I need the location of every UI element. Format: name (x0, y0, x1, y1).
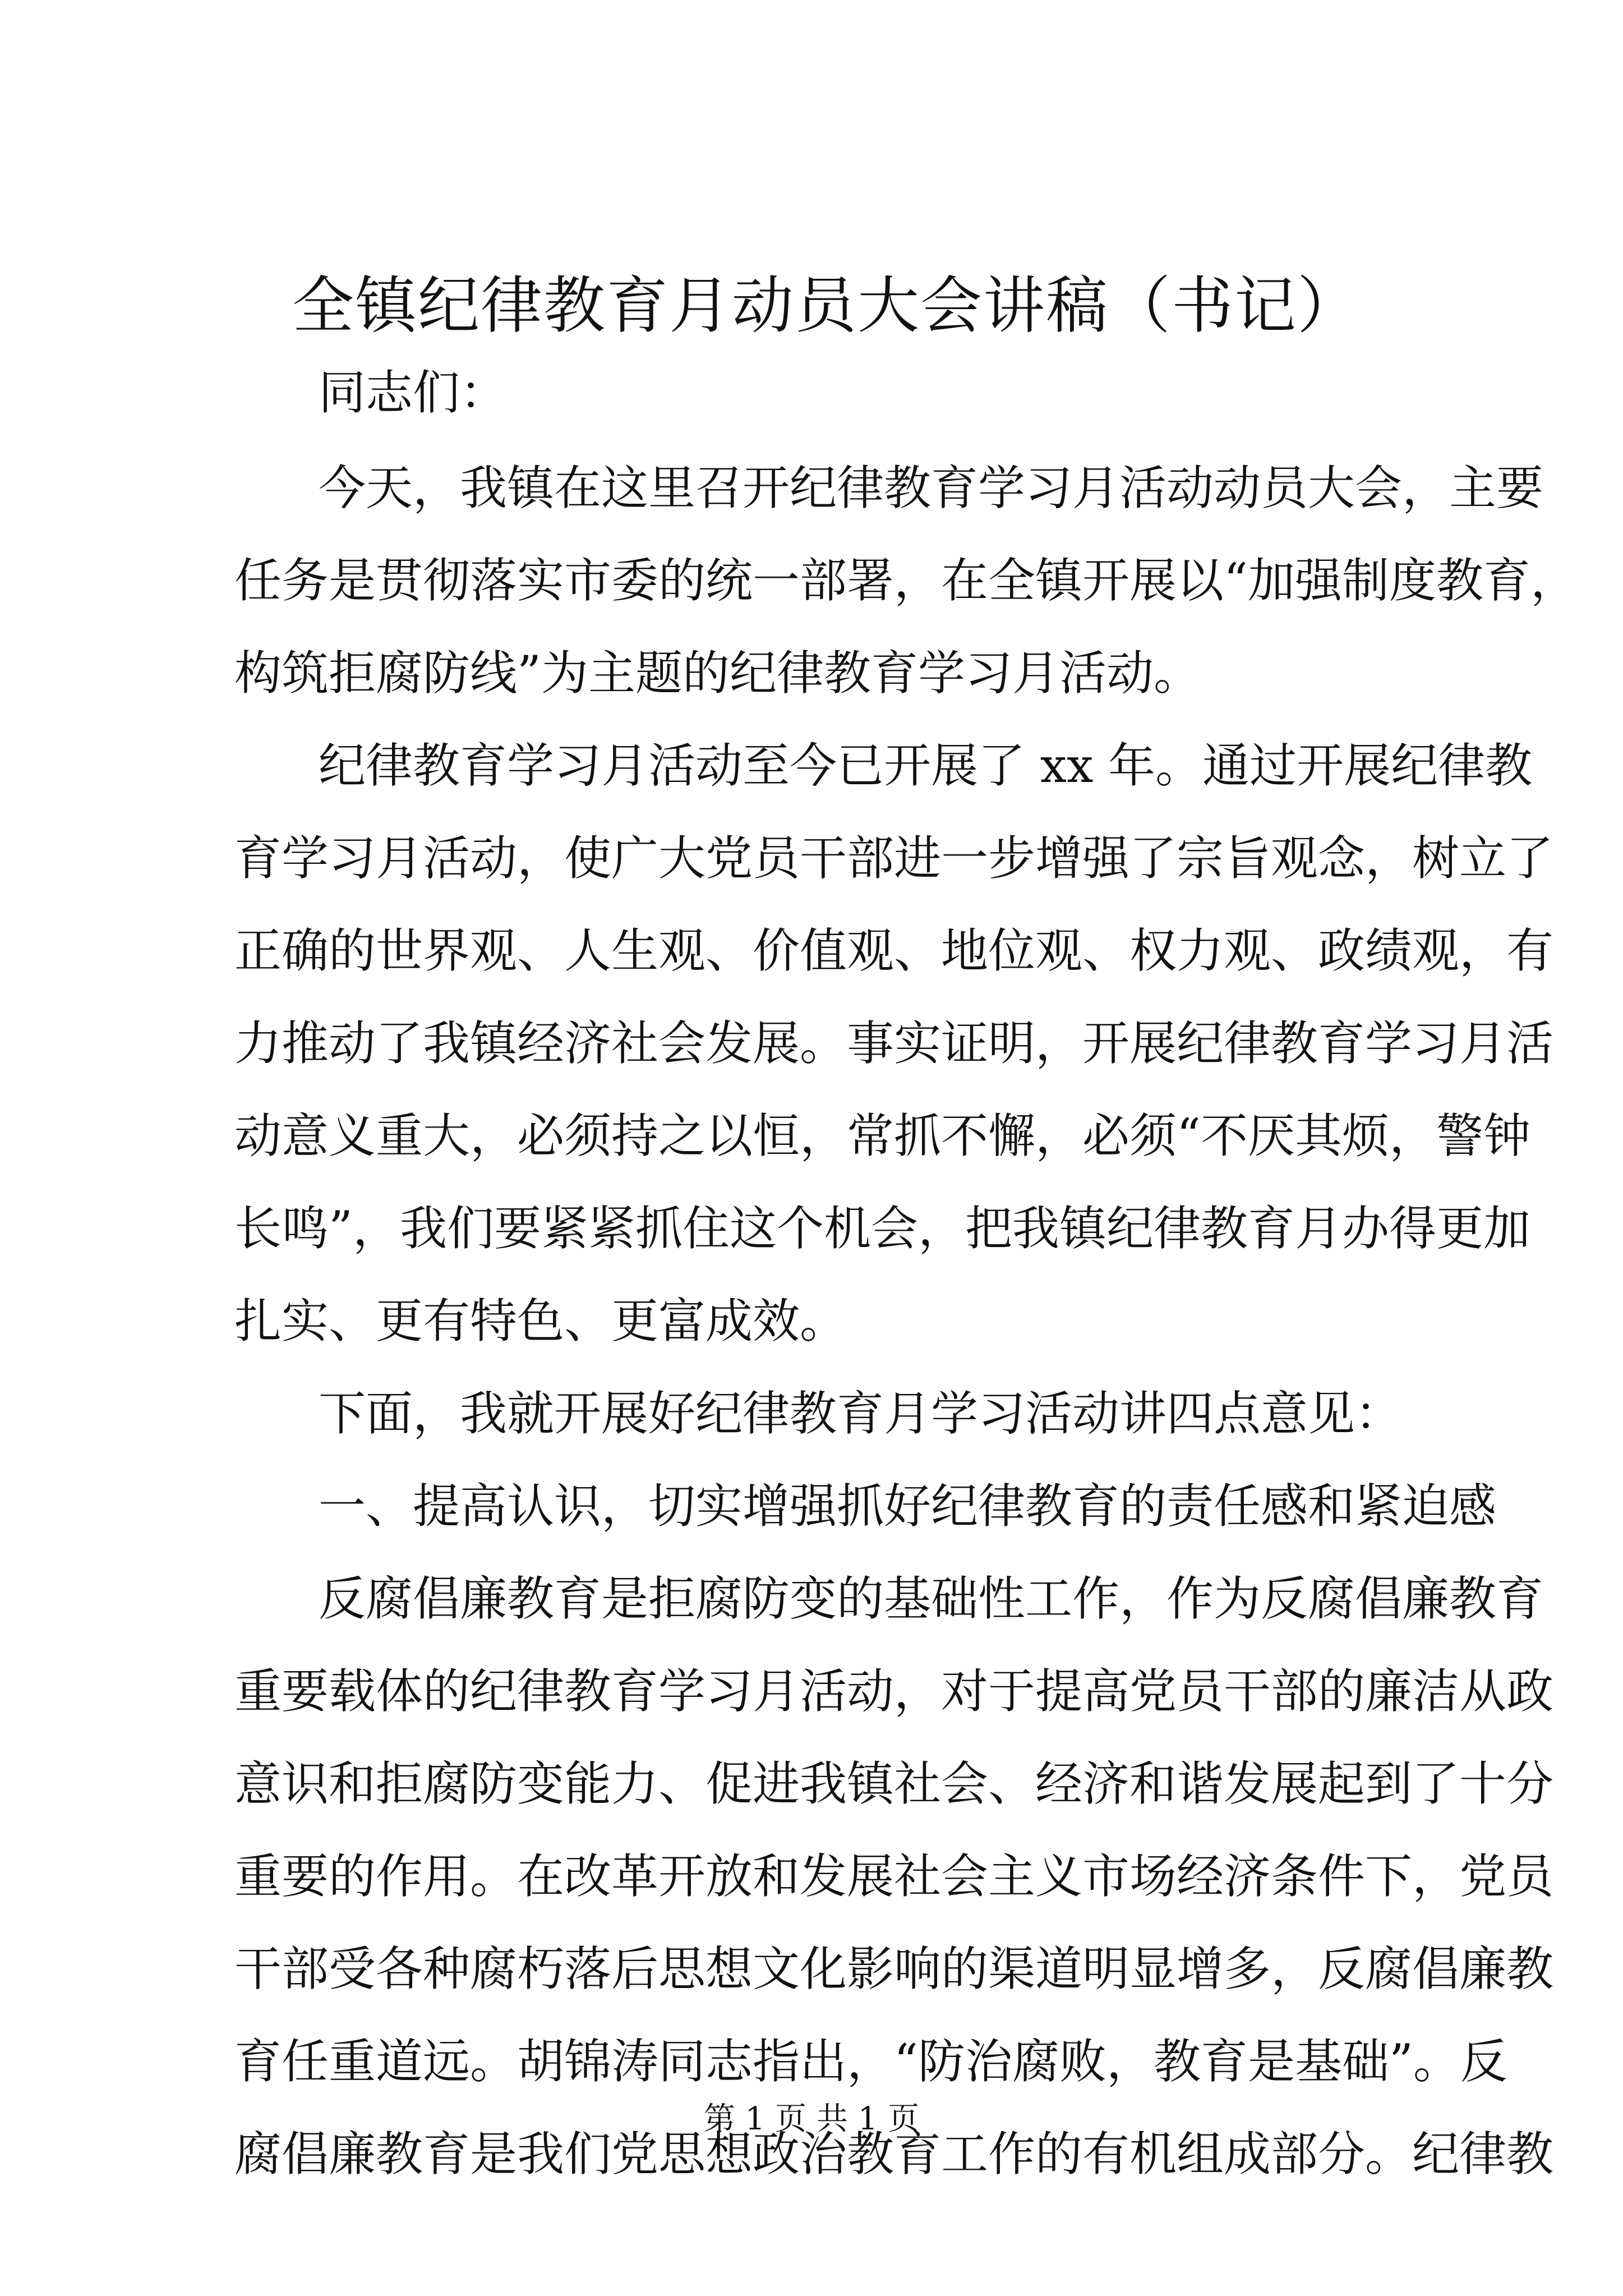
paragraph-2-line-3: 正确的世界观、人生观、价值观、地位观、权力观、政绩观，有 (234, 923, 1554, 978)
paragraph-2-line-4: 力推动了我镇经济社会发展。事实证明，开展纪律教育学习月活 (234, 1016, 1554, 1071)
paragraph-4-line-2: 重要载体的纪律教育学习月活动，对于提高党员干部的廉洁从政 (234, 1664, 1554, 1719)
paragraph-2-line-6: 长鸣”，我们要紧紧抓住这个机会，把我镇纪律教育月办得更加 (234, 1201, 1530, 1256)
paragraph-4-line-7: 腐倡廉教育是我们党思想政治教育工作的有机组成部分。纪律教 (234, 2127, 1554, 2182)
paragraph-4-line-3: 意识和拒腐防变能力、促进我镇社会、经济和谐发展起到了十分 (234, 1756, 1554, 1811)
paragraph-1-line-1: 今天，我镇在这里召开纪律教育学习月活动动员大会，主要 (319, 461, 1544, 516)
paragraph-4-line-4: 重要的作用。在改革开放和发展社会主义市场经济条件下，党员 (234, 1849, 1554, 1904)
paragraph-4-line-5: 干部受各种腐朽落后思想文化影响的渠道明显增多，反腐倡廉教 (234, 1941, 1554, 1996)
paragraph-3-line-1: 下面，我就开展好纪律教育月学习活动讲四点意见： (319, 1386, 1403, 1441)
section-heading-1: 一、提高认识，切实增强抓好纪律教育的责任感和紧迫感 (319, 1479, 1497, 1534)
document-title: 全镇纪律教育月动员大会讲稿（书记） (292, 270, 1360, 342)
greeting-line: 同志们： (319, 365, 508, 420)
paragraph-4-line-6: 育任重道远。胡锦涛同志指出，“防治腐败，教育是基础”。反 (234, 2034, 1507, 2089)
paragraph-2-line-2: 育学习月活动，使广大党员干部进一步增强了宗旨观念，树立了 (234, 831, 1554, 886)
paragraph-1-line-3: 构筑拒腐防线”为主题的纪律教育学习月活动。 (234, 646, 1201, 701)
paragraph-2-line-1: 纪律教育学习月活动至今已开展了 xx 年。通过开展纪律教 (319, 738, 1533, 793)
paragraph-2-line-5: 动意义重大，必须持之以恒，常抓不懈，必须“不厌其烦，警钟 (234, 1108, 1530, 1163)
paragraph-4-line-1: 反腐倡廉教育是拒腐防变的基础性工作，作为反腐倡廉教育 (319, 1571, 1544, 1626)
page-footer: 第 1 页 共 1 页 (703, 2101, 920, 2137)
paragraph-1-line-2: 任务是贯彻落实市委的统一部署，在全镇开展以“加强制度教育， (234, 553, 1578, 608)
paragraph-2-line-7: 扎实、更有特色、更富成效。 (234, 1294, 847, 1349)
